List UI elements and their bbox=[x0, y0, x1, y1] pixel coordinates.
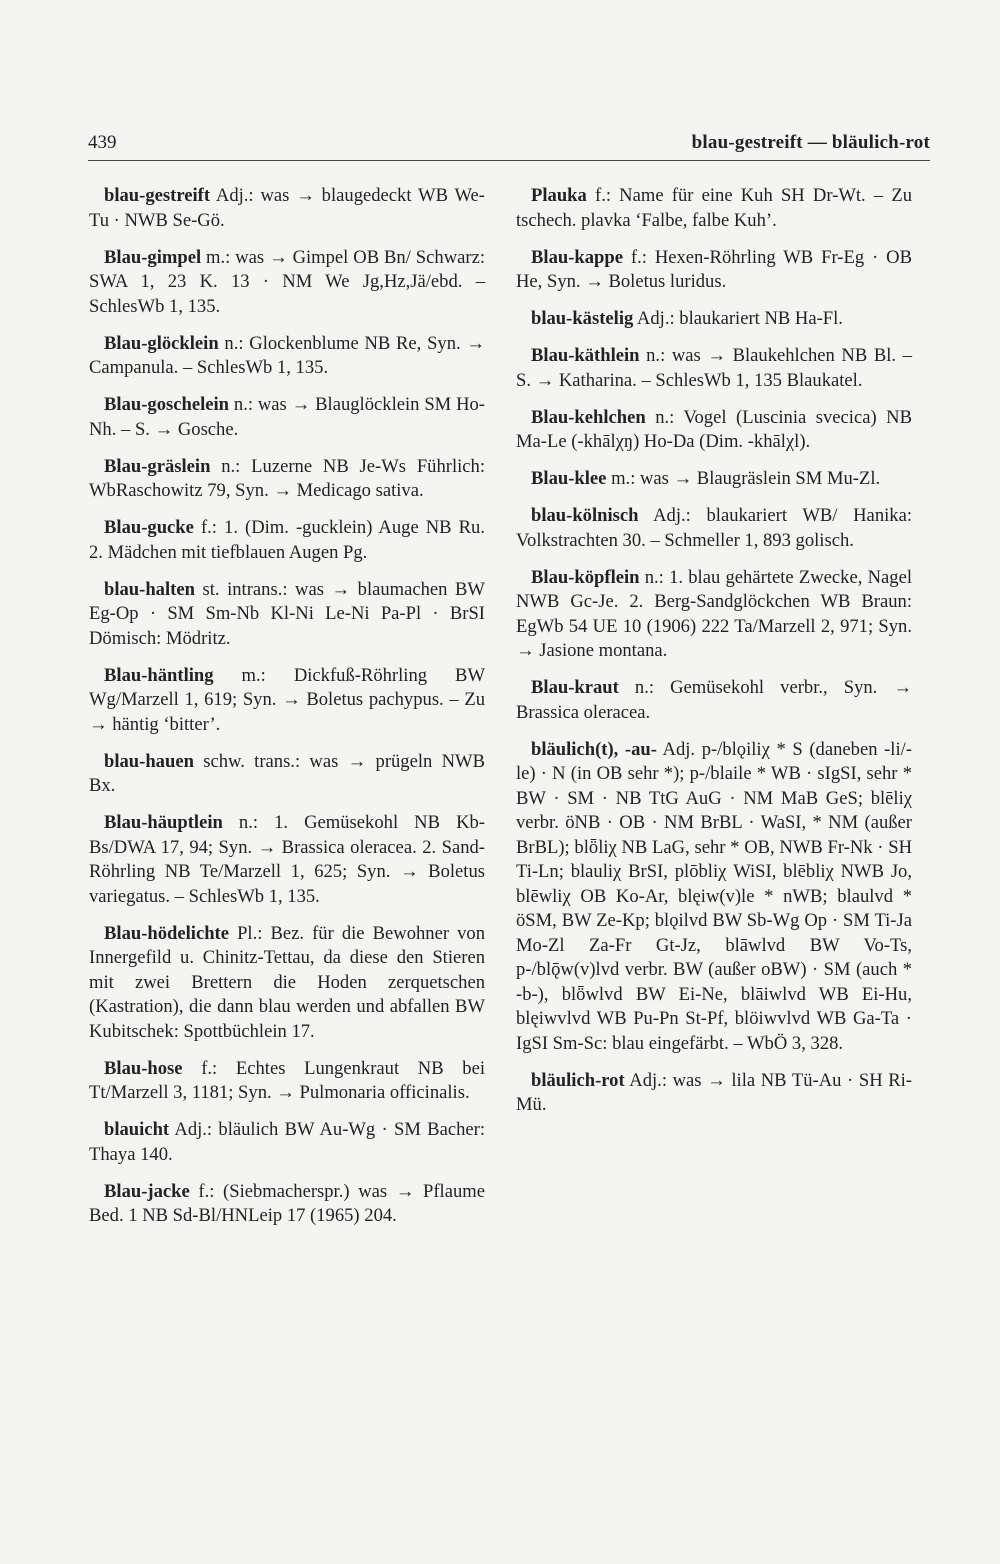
dictionary-entry bbox=[89, 455, 485, 504]
entry-lemma: blau-kölnisch bbox=[531, 505, 639, 526]
dictionary-entry bbox=[89, 516, 485, 565]
dictionary-entry bbox=[516, 344, 912, 393]
entry-lemma: Blau-kraut bbox=[531, 677, 619, 698]
entry-lemma: Blau-kappe bbox=[531, 246, 623, 268]
dictionary-entry bbox=[89, 922, 485, 1045]
entry-lemma: Blau-hödelichte bbox=[104, 922, 229, 944]
entry-lemma: blau-halten bbox=[104, 578, 195, 600]
entry-text: n.: Gemüsekohl verbr., Syn. → Brassica oleracea. bbox=[516, 677, 912, 723]
entry-lemma: Blau-häuptlein bbox=[104, 812, 223, 833]
page-header bbox=[88, 126, 930, 161]
dictionary-entry bbox=[516, 184, 912, 233]
entry-lemma: Blau-klee bbox=[531, 468, 607, 489]
dictionary-entry bbox=[516, 406, 912, 455]
entry-lemma: Blau-käthlein bbox=[531, 345, 640, 366]
entry-text: n.: 1. Gemüsekohl NB Kb-Bs/DWA 17, 94; Syn. → Brassica oleracea. 2. Sand-Röhrling NB Te/Marzell 1, 625; Syn. → Boletus variegatus. – SchlesWb 1, 135. bbox=[89, 812, 485, 907]
entry-text: Adj.: was → lila NB Tü-Au · SH Ri-Mü. bbox=[516, 1069, 912, 1115]
dictionary-entry bbox=[516, 307, 912, 332]
entry-text: Adj. p-/blǫiliχ * S (daneben -li/-le) · N (in OB sehr *); p-/blaile * WB · sIgSI, sehr * BW · SM · NB TtG AuG · NM MaB GeS; blēliχ verbr. öNB · OB · NM BrBL · WaSI, * NM (außer BrBL); blȫliχ NB LaG, sehr * OB, NWB Fr-Nk · SH Ti-Ln; blauliχ BrSI, plōbliχ WiSI, blēbliχ NWB Jo, blēwliχ OB Ko-Ar, blęiw(v)le * nWB; blaulvd * öSM, BW Ze-Kp; blǫilvd BW Sb-Wg Op · SM Ti-Ja Mo-Zl Za-Fr Gt-Jz, blāwlvd BW Vo-Ts, p-/blǭw(v)lvd verbr. BW (außer oBW) · SM (auch * -b-), blȫwlvd BW Ei-Ne, blāiwlvd WB Ei-Hu, blęiwvlvd WB Pu-Pn St-Pf, blöiwvlvd WB Ga-Ta · IgSI Sm-Sc: blau eingefärbt. – WbÖ 3, 328. bbox=[516, 738, 912, 1054]
entry-lemma: Blau-hose bbox=[104, 1057, 183, 1079]
dictionary-entry bbox=[89, 246, 485, 320]
entry-text: m.: was → Gimpel OB Bn/ Schwarz: SWA 1, 23 K. 13 · NM We Jg,Hz,Jä/ebd. – SchlesWb 1, 135. bbox=[89, 246, 485, 317]
page-number: 439 bbox=[88, 132, 117, 153]
entry-text: n.: Luzerne NB Je-Ws Führlich: WbRaschowitz 79, Syn. → Medicago sativa. bbox=[89, 455, 485, 501]
entry-lemma: Blau-gimpel bbox=[104, 246, 202, 268]
entry-text: f.: Echtes Lungenkraut NB bei Tt/Marzell 3, 1181; Syn. → Pulmonaria officinalis. bbox=[89, 1057, 485, 1103]
dictionary-entry bbox=[89, 578, 485, 652]
dictionary-entry bbox=[89, 750, 485, 799]
entry-lemma: Blau-gucke bbox=[104, 517, 194, 538]
entry-text: f.: (Siebmacherspr.) was → Pflaume Bed. 1 NB Sd-Bl/HNLeip 17 (1965) 204. bbox=[89, 1180, 485, 1226]
dictionary-entry bbox=[89, 393, 485, 442]
entry-text: st. intrans.: was → blaumachen BW Eg-Op · SM Sm-Nb Kl-Ni Le-Ni Pa-Pl · BrSI Dömisch: Mödritz. bbox=[89, 578, 485, 649]
entry-lemma: blau-kästelig bbox=[531, 308, 634, 329]
entry-lemma: Plauka bbox=[531, 185, 587, 206]
running-title: blau-gestreift — bläulich-rot bbox=[691, 132, 930, 153]
dictionary-entry bbox=[89, 811, 485, 909]
entry-text: m.: was → Blaugräslein SM Mu-Zl. bbox=[611, 468, 881, 489]
dictionary-entry bbox=[89, 1180, 485, 1229]
entry-lemma: bläulich(t), -au- bbox=[531, 738, 657, 760]
dictionary-entry bbox=[89, 332, 485, 381]
entry-text: Adj.: blaukariert NB Ha-Fl. bbox=[636, 308, 843, 329]
right-column bbox=[516, 184, 912, 1130]
entry-text: n.: was → Blaukehlchen NB Bl. – S. → Katharina. – SchlesWb 1, 135 Blaukatel. bbox=[516, 345, 912, 391]
dictionary-entry bbox=[89, 184, 485, 233]
entry-lemma: Blau-glöcklein bbox=[104, 332, 219, 354]
entry-lemma: Blau-köpflein bbox=[531, 566, 640, 588]
entry-text: n.: 1. blau gehärtete Zwecke, Nagel NWB Gc-Je. 2. Berg-Sandglöckchen WB Braun: EgWb 54 UE 10 (1906) 222 Ta/Marzell 2, 971; Syn. → Jasione montana. bbox=[516, 566, 912, 661]
entry-lemma: Blau-goschelein bbox=[104, 394, 229, 415]
entry-text: Adj.: was → blaugedeckt WB We-Tu · NWB Se-Gö. bbox=[89, 185, 486, 231]
dictionary-entry bbox=[516, 246, 912, 295]
entry-text: schw. trans.: was → prügeln NWB Bx. bbox=[89, 750, 485, 796]
entry-text: f.: 1. (Dim. -gucklein) Auge NB Ru. 2. Mädchen mit tiefblauen Augen Pg. bbox=[89, 517, 485, 563]
dictionary-entry bbox=[89, 1118, 485, 1167]
dictionary-entry bbox=[516, 676, 912, 725]
entry-text: n.: was → Blauglöcklein SM Ho-Nh. – S. → Gosche. bbox=[89, 394, 485, 440]
dictionary-entry bbox=[516, 1069, 912, 1118]
dictionary-entry bbox=[516, 504, 912, 553]
entry-lemma: Blau-gräslein bbox=[104, 455, 211, 477]
entry-text: Pl.: Bez. für die Bewohner von Innergefild u. Chinitz-Tettau, da diese den Stieren mit zwei Brettern die Hoden zerquetschen (Kastration), die dann blau werden und abfallen BW Kubitschek: Spottbüchlein 17. bbox=[89, 922, 485, 1042]
dictionary-entry bbox=[516, 467, 912, 492]
entry-text: n.: Vogel (Luscinia svecica) NB Ma-Le (-khālχŋ) Ho-Da (Dim. -khālχl). bbox=[516, 406, 912, 452]
entry-text: m.: Dickfuß-Röhrling BW Wg/Marzell 1, 619; Syn. → Boletus pachypus. – Zu → häntig ‘bitter’. bbox=[89, 664, 485, 735]
dictionary-entry bbox=[89, 1057, 485, 1106]
entry-lemma: blau-gestreift bbox=[104, 185, 211, 206]
entry-text: f.: Name für eine Kuh SH Dr-Wt. – Zu tschech. plavka ‘Falbe, falbe Kuh’. bbox=[516, 185, 912, 231]
entry-text: n.: Glockenblume NB Re, Syn. → Campanula. – SchlesWb 1, 135. bbox=[89, 332, 485, 378]
entry-text: Adj.: bläulich BW Au-Wg · SM Bacher: Thaya 140. bbox=[89, 1119, 485, 1165]
entry-text: f.: Hexen-Röhrling WB Fr-Eg · OB He, Syn. → Boletus luridus. bbox=[516, 246, 912, 292]
entry-text: Adj.: blaukariert WB/ Hanika: Volkstrachten 30. – Schmeller 1, 893 golisch. bbox=[516, 505, 912, 551]
dictionary-entry bbox=[516, 566, 912, 664]
dictionary-entry bbox=[89, 664, 485, 738]
entry-lemma: Blau-häntling bbox=[104, 664, 214, 686]
left-column bbox=[89, 184, 485, 1241]
entry-lemma: blau-hauen bbox=[104, 750, 194, 772]
entry-lemma: Blau-kehlchen bbox=[531, 406, 646, 428]
entry-lemma: bläulich-rot bbox=[531, 1069, 625, 1091]
entry-lemma: blauicht bbox=[104, 1119, 170, 1140]
dictionary-entry bbox=[516, 738, 912, 1057]
entry-lemma: Blau-jacke bbox=[104, 1180, 190, 1202]
